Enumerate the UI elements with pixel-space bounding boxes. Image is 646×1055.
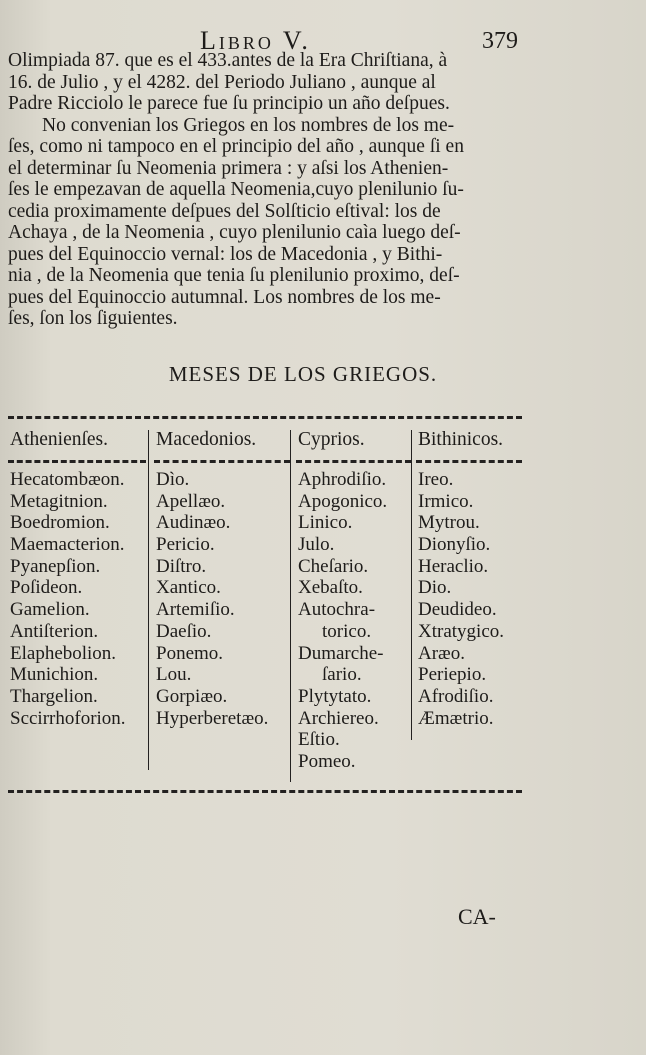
month-item: Xebaſto.: [298, 577, 363, 599]
month-item: torico.: [322, 620, 372, 642]
month-item: Gorpiæo.: [156, 685, 228, 707]
body-text: [8, 50, 522, 330]
month-item: Hyperberetæo.: [156, 707, 269, 729]
month-item: Dumarche-: [298, 642, 384, 664]
table-title: [0, 362, 646, 387]
month-item: Dìo.: [156, 469, 190, 490]
month-item: Dionyſio.: [418, 534, 491, 556]
month-item: Metagitnion.: [10, 490, 108, 512]
column-divider: [290, 430, 291, 782]
month-item: Sccirrhoforion.: [10, 707, 126, 729]
header-underline: [154, 460, 290, 463]
table-bottom-rule: [8, 790, 522, 793]
column-athenienses: [8, 426, 146, 729]
text-line: Olimpiada 87. que es el 433.antes de la Era Chriſtiana, à: [8, 50, 448, 71]
text-line: pues del Equinoccio vernal: los de Macedonia , y Bithi-: [8, 243, 443, 265]
month-item: Aræo.: [418, 642, 465, 664]
text-line: cedia proximamente deſpues del Solſticio eſtival: los de: [8, 200, 441, 222]
column-divider: [411, 430, 412, 740]
paragraph-1: [8, 50, 522, 115]
month-item: Munichion.: [10, 664, 99, 686]
paragraph-2: [8, 115, 522, 330]
header-underline: [8, 460, 146, 463]
month-item: Antiſterion.: [10, 620, 99, 642]
month-item: Æmætrio.: [418, 707, 494, 729]
table-title-text: MESES DE LOS GRIEGOS.: [168, 362, 438, 386]
text-line: nia , de la Neomenia que tenia ſu plenilunio proximo, deſ-: [8, 265, 460, 286]
month-item: Audinæo.: [156, 512, 231, 534]
header-underline: [296, 460, 411, 463]
column-bithinicos: [416, 426, 522, 729]
column-macedonios: [154, 426, 290, 729]
column-header: Bithinicos.: [418, 429, 504, 450]
month-item: Thargelion.: [10, 685, 98, 707]
text-line: ſes, ſon los ſiguientes.: [8, 308, 178, 329]
month-item: Hecatombæon.: [10, 469, 125, 490]
month-item: Daeſio.: [156, 620, 212, 642]
month-list: [154, 469, 290, 729]
month-item: Elaphebolion.: [10, 642, 117, 664]
month-item: Diſtro.: [156, 555, 207, 577]
months-table: [8, 426, 522, 786]
month-item: Xtratygico.: [418, 620, 505, 642]
text-line: ſes le empezavan de aquella Neomenia,cuyo plenilunio ſu-: [8, 179, 464, 200]
column-cyprios: [296, 426, 411, 773]
page-number: 379: [482, 28, 518, 54]
column-divider: [148, 430, 149, 770]
month-list: [8, 469, 146, 729]
text-line: el determinar ſu Neomenia primera : y aſsi los Athenien-: [8, 157, 449, 179]
month-item: Pyanepſion.: [10, 555, 101, 577]
month-item: Apellæo.: [156, 490, 226, 512]
month-item: Deudideo.: [418, 599, 497, 621]
text-line: Achaya , de la Neomenia , cuyo plenilunio caìa luego deſ-: [8, 222, 461, 243]
month-item: Eſtio.: [298, 729, 340, 751]
month-item: Linico.: [298, 512, 353, 534]
month-item: Lou.: [156, 664, 192, 686]
month-item: Pericio.: [156, 534, 215, 556]
month-item: Afrodiſio.: [418, 685, 494, 707]
text-line: 16. de Julio , y el 4282. del Periodo Juliano , aunque al: [8, 71, 436, 93]
month-item: Heraclio.: [418, 555, 489, 577]
header-underline: [416, 460, 522, 463]
text-line: No convenian los Griegos en los nombres de los me-: [42, 114, 455, 136]
text-line: ſes, como ni tampoco en el principio del año , aunque ſi en: [8, 136, 464, 157]
month-item: Artemiſio.: [156, 599, 235, 621]
month-item: Cheſario.: [298, 555, 369, 577]
catchword: CA-: [458, 904, 496, 929]
month-item: ſario.: [322, 664, 362, 686]
month-item: Aphrodiſio.: [298, 469, 387, 490]
month-item: Apogonico.: [298, 490, 388, 512]
month-item: Julo.: [298, 534, 335, 556]
month-item: Autochra-: [298, 599, 376, 621]
column-header: Athenienſes.: [10, 429, 109, 450]
month-item: Pomeo.: [298, 750, 356, 772]
month-item: Maemacterion.: [10, 534, 125, 556]
month-item: Poſideon.: [10, 577, 83, 599]
month-item: Periepio.: [418, 664, 487, 686]
month-item: Mytrou.: [418, 512, 480, 534]
column-header: Macedonios.: [156, 429, 257, 450]
month-item: Plytytato.: [298, 685, 372, 707]
month-item: Gamelion.: [10, 599, 90, 621]
month-list: [296, 469, 411, 773]
text-line: Padre Ricciolo le parece fue ſu principio un año deſpues.: [8, 93, 450, 114]
month-list: [416, 469, 522, 729]
text-line: pues del Equinoccio autumnal. Los nombres de los me-: [8, 286, 441, 308]
table-top-rule: [8, 416, 522, 419]
column-header: Cyprios.: [298, 429, 365, 450]
month-item: Boedromion.: [10, 512, 110, 534]
month-item: Xantico.: [156, 577, 221, 599]
month-item: Dio.: [418, 577, 452, 599]
month-item: Ponemo.: [156, 642, 224, 664]
running-head: Libro V.: [200, 26, 311, 55]
month-item: Irmico.: [418, 490, 474, 512]
month-item: Ireo.: [418, 469, 454, 490]
month-item: Archiereo.: [298, 707, 379, 729]
